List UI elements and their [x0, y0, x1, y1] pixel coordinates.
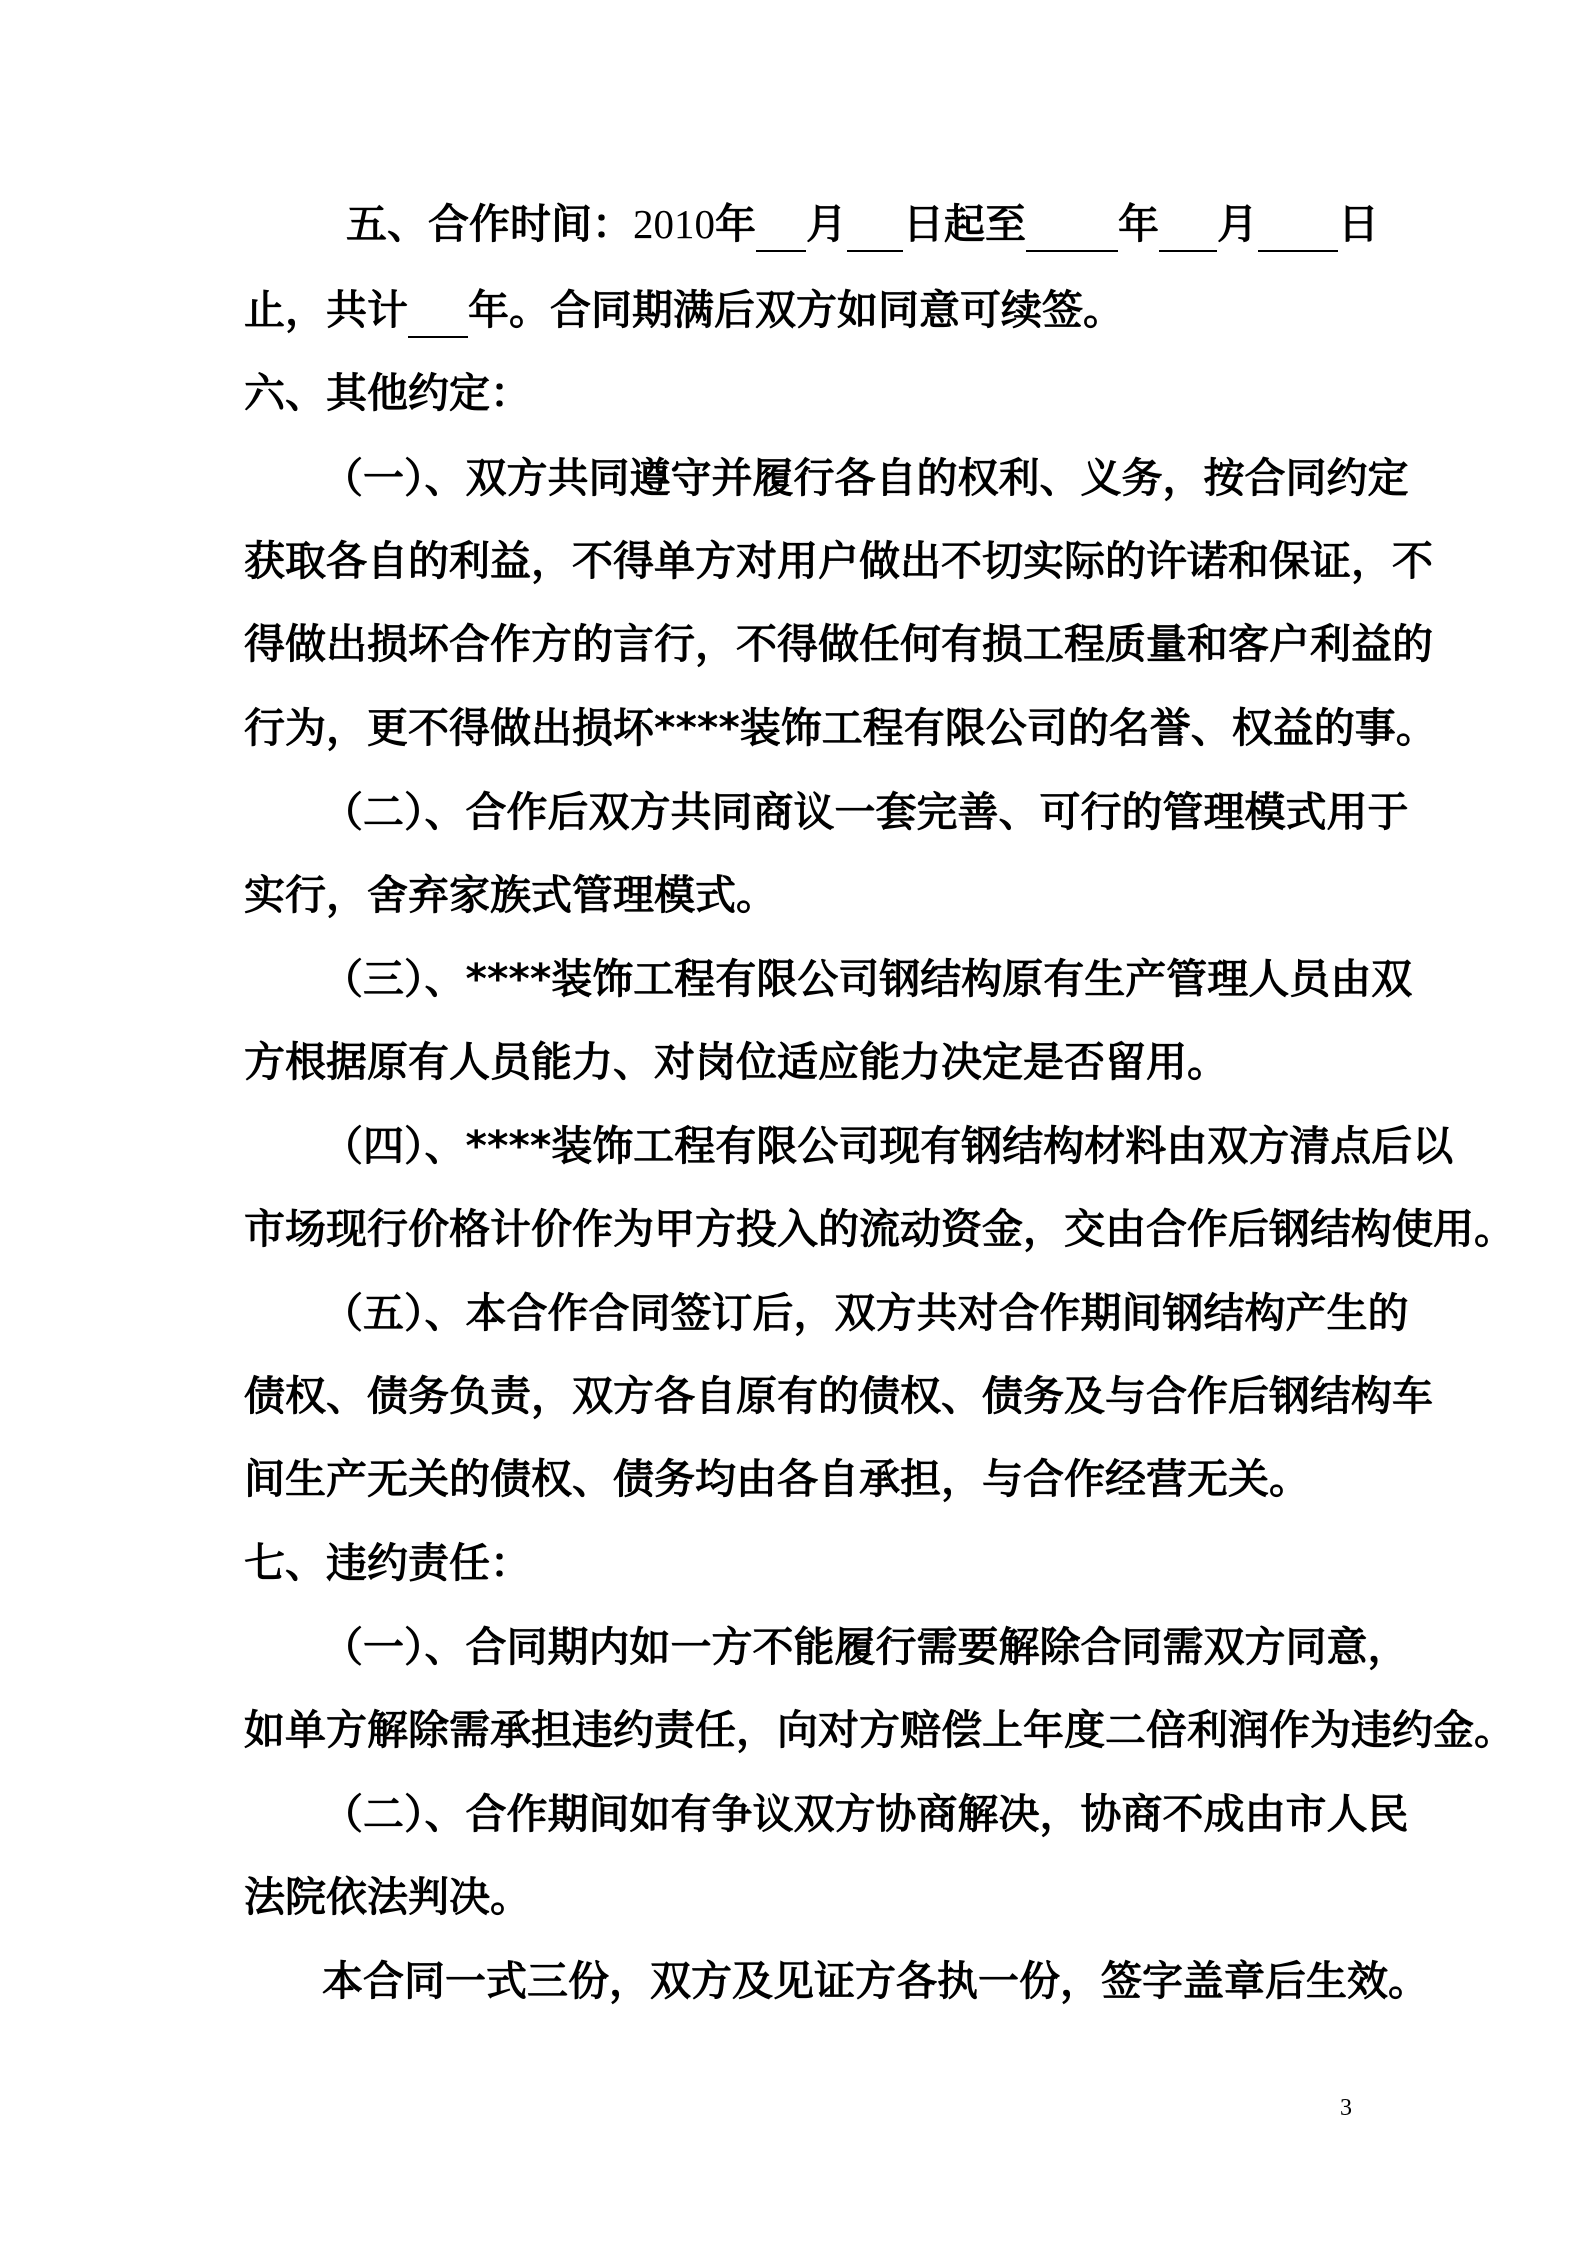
section7-heading: 七、违约责任：	[244, 1539, 531, 1587]
blank-end-year	[1026, 206, 1118, 252]
blank-end-month	[1159, 206, 1217, 252]
total-label: 止，共计	[244, 286, 408, 334]
section5-line2	[244, 282, 1364, 338]
blank-start-day	[847, 206, 903, 252]
section6-para5-line3: 间生产无关的债权、债务均由各自承担，与合作经营无关。	[244, 1455, 1310, 1503]
section7-para2-line2: 法院依法判决。	[244, 1873, 531, 1921]
blank-start-month	[756, 206, 806, 252]
blank-total-years	[408, 292, 468, 338]
section6-para5-line2: 债权、债务负责，双方各自原有的债权、债务及与合作后钢结构车	[244, 1372, 1433, 1420]
section6-para2-line2: 实行，舍弃家族式管理模式。	[244, 871, 777, 919]
section7-para2-line1: （二）、合作期间如有争议双方协商解决，协商不成由市人民	[322, 1790, 1409, 1838]
month-char: 月	[806, 200, 847, 248]
from-char: 日起至	[903, 200, 1026, 248]
section6-para1-line4: 行为，更不得做出损坏****装饰工程有限公司的名誉、权益的事。	[244, 704, 1437, 752]
section5-line1	[346, 196, 1379, 252]
section6-para2-line1: （二）、合作后双方共同商议一套完善、可行的管理模式用于	[322, 788, 1409, 836]
page-number: 3	[1340, 2095, 1352, 2121]
section6-para4-line1: （四）、****装饰工程有限公司现有钢结构材料由双方清点后以	[322, 1122, 1454, 1170]
month-char-2: 月	[1217, 200, 1258, 248]
closing-statement: 本合同一式三份，双方及见证方各执一份，签字盖章后生效。	[322, 1957, 1429, 2005]
section6-heading: 六、其他约定：	[244, 369, 531, 417]
section7-para1-line2: 如单方解除需承担违约责任，向对方赔偿上年度二倍利润作为违约金。	[244, 1706, 1515, 1754]
section5-label: 五、合作时间：	[346, 200, 633, 248]
section6-para1-line2: 获取各自的利益，不得单方对用户做出不切实际的许诺和保证，不	[244, 537, 1433, 585]
year-char: 年	[715, 200, 756, 248]
section6-para4-line2: 市场现行价格计价作为甲方投入的流动资金，交由合作后钢结构使用。	[244, 1205, 1515, 1253]
section6-para3-line2: 方根据原有人员能力、对岗位适应能力决定是否留用。	[244, 1038, 1228, 1086]
blank-end-day	[1258, 206, 1338, 252]
section6-para1-line1: （一）、双方共同遵守并履行各自的权利、义务，按合同约定	[322, 454, 1409, 502]
total-suffix: 年。合同期满后双方如同意可续签。	[468, 286, 1124, 334]
year-char-2: 年	[1118, 200, 1159, 248]
day-char-2: 日	[1338, 200, 1379, 248]
section6-para1-line3: 得做出损坏合作方的言行，不得做任何有损工程质量和客户利益的	[244, 620, 1433, 668]
section7-para1-line1: （一）、合同期内如一方不能履行需要解除合同需双方同意，	[322, 1623, 1409, 1671]
section6-para3-line1: （三）、****装饰工程有限公司钢结构原有生产管理人员由双	[322, 955, 1413, 1003]
section6-para5-line1: （五）、本合作合同签订后，双方共对合作期间钢结构产生的	[322, 1289, 1409, 1337]
start-year: 2010	[633, 201, 715, 247]
